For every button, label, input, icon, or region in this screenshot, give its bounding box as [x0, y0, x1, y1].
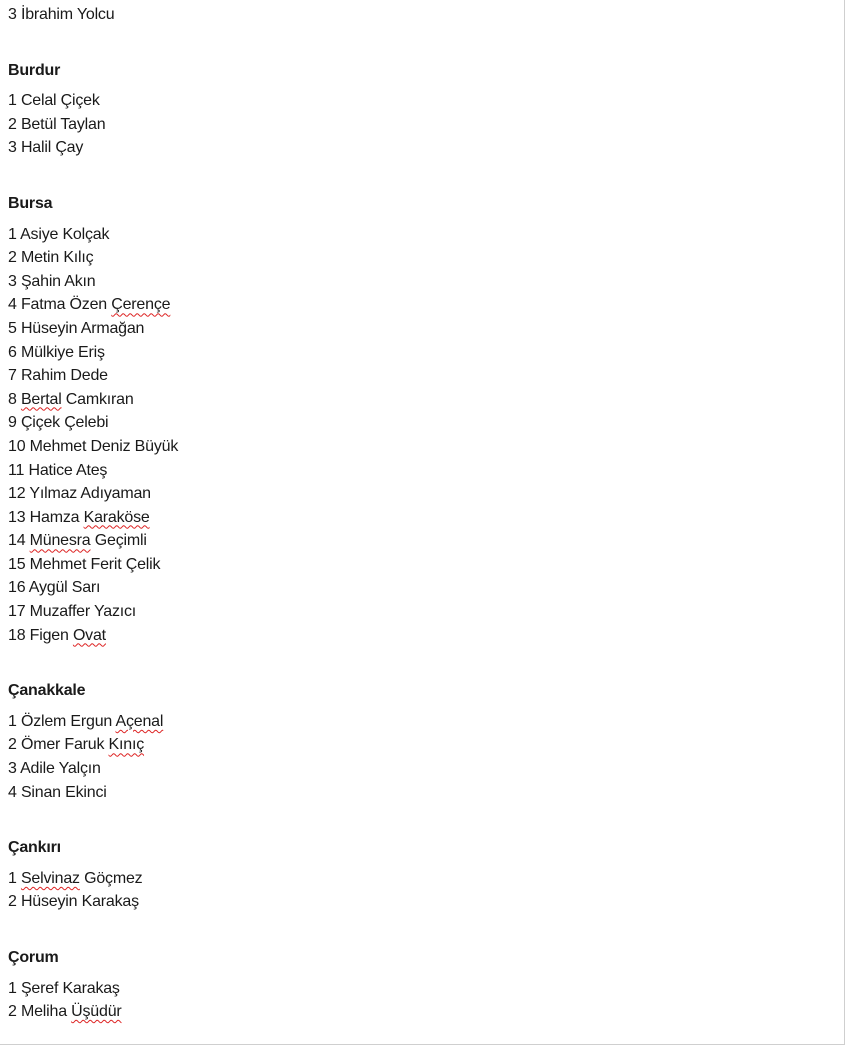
entry-number: 6	[8, 343, 17, 361]
entry-number: 1	[8, 869, 17, 887]
entry-name	[21, 870, 143, 887]
entry-name	[21, 249, 94, 266]
list-item	[8, 733, 828, 757]
entry-number: 15	[8, 555, 26, 573]
misspelled-word[interactable]: Selvinaz	[20, 869, 80, 887]
misspelled-word[interactable]: Münesra	[29, 532, 91, 550]
entry-name	[30, 532, 147, 549]
name-text: Göçmez	[79, 869, 143, 887]
entry-number: 1	[8, 225, 17, 243]
entry-number: 13	[8, 508, 26, 526]
name-text: Aygül Sarı	[28, 579, 101, 597]
intro-line	[8, 3, 828, 27]
name-text: Halil Çay	[20, 139, 84, 157]
list-item	[8, 506, 828, 530]
list-item	[8, 459, 828, 483]
entry-number: 1	[8, 712, 17, 730]
entry-number: 2	[8, 249, 17, 267]
list-item	[8, 624, 828, 648]
name-text: Hüseyin Karakaş	[20, 893, 139, 911]
name-text: Mülkiye Eriş	[20, 343, 105, 361]
entry-name	[28, 462, 107, 479]
entry-number: 3	[8, 272, 17, 290]
list-item	[8, 710, 828, 734]
entry-number: 2	[8, 736, 17, 754]
document-body	[8, 3, 828, 1024]
entry-name	[21, 273, 96, 290]
name-text: Yılmaz Adıyaman	[29, 485, 151, 503]
section-heading: Bursa	[8, 194, 53, 212]
list-item	[8, 136, 828, 160]
entry-number: 2	[8, 893, 17, 911]
entry-name	[29, 485, 151, 502]
section-heading: Çorum	[8, 949, 59, 966]
entry-number: 10	[8, 437, 26, 455]
entry-name	[20, 760, 101, 777]
list-item	[8, 576, 828, 600]
misspelled-word[interactable]: Çerençe	[111, 296, 171, 314]
name-text: Meliha	[20, 1003, 72, 1021]
entry-number: 18	[8, 626, 26, 644]
name-text: Hatice Ateş	[28, 461, 108, 479]
entry-number: 8	[8, 390, 17, 408]
name-text: Sinan Ekinci	[20, 783, 107, 801]
misspelled-word[interactable]: Bertal	[20, 390, 62, 408]
entry-number: 5	[8, 319, 17, 337]
entry-name	[21, 736, 144, 753]
entry-name	[21, 1003, 122, 1020]
entry-name	[21, 713, 163, 730]
misspelled-word[interactable]: Açenal	[115, 712, 164, 730]
section-heading: Çanakkale	[8, 682, 86, 700]
list-item	[8, 411, 828, 435]
entry-number: 4	[8, 296, 17, 314]
list-item	[8, 293, 828, 317]
entry-number: 16	[8, 579, 26, 597]
name-text: Mehmet Ferit Çelik	[29, 555, 161, 573]
misspelled-word[interactable]: Üşüdür	[71, 1003, 122, 1021]
entry-number: 1	[8, 979, 17, 997]
entry-number: 9	[8, 414, 17, 432]
section-heading: Burdur	[8, 61, 61, 79]
entry-name: İbrahim Yolcu	[20, 6, 115, 23]
name-text: Şahin Akın	[20, 272, 96, 290]
list-item	[8, 89, 828, 113]
list-item	[8, 388, 828, 412]
name-text: Adile Yalçın	[20, 760, 101, 778]
misspelled-word[interactable]: Karaköse	[83, 508, 150, 526]
list-item	[8, 757, 828, 781]
entry-name	[20, 226, 109, 243]
entry-name	[21, 139, 83, 156]
list-item	[8, 113, 828, 137]
entry-name	[21, 367, 108, 384]
name-text: Asiye Kolçak	[20, 225, 110, 243]
misspelled-word[interactable]: Kınıç	[108, 736, 145, 754]
entry-name	[21, 414, 108, 431]
list-item	[8, 867, 828, 891]
list-item	[8, 317, 828, 341]
name-text: Geçimli	[90, 532, 147, 550]
name-text: Şeref Karakaş	[20, 979, 120, 997]
name-text: Metin Kılıç	[20, 249, 94, 267]
name-text: Ömer Faruk	[20, 736, 109, 754]
name-text: Hüseyin Armağan	[20, 319, 145, 337]
entry-number: 11	[8, 461, 25, 479]
entry-name	[21, 980, 120, 997]
entry-number: 4	[8, 783, 17, 801]
entry-name	[21, 344, 105, 361]
entry-name	[21, 296, 170, 313]
list-item	[8, 977, 828, 1001]
name-text: Rahim Dede	[20, 367, 108, 385]
list-item	[8, 482, 828, 506]
entry-name	[30, 509, 150, 526]
name-text: Mehmet Deniz Büyük	[29, 437, 179, 455]
entry-name	[21, 116, 105, 133]
name-text: Çiçek Çelebi	[20, 414, 109, 432]
entry-number: 1	[8, 92, 17, 110]
list-item	[8, 553, 828, 577]
list-item	[8, 600, 828, 624]
name-text: Özlem Ergun	[20, 712, 116, 730]
list-item	[8, 435, 828, 459]
entry-name	[21, 391, 134, 408]
entry-number: 14	[8, 532, 26, 550]
list-item	[8, 529, 828, 553]
entry-number: 7	[8, 367, 17, 385]
entry-number: 12	[8, 485, 26, 503]
entry-name	[21, 893, 139, 910]
list-item	[8, 781, 828, 805]
entry-number: 17	[8, 603, 26, 621]
entry-number: 3	[8, 6, 17, 23]
list-item	[8, 246, 828, 270]
list-item	[8, 223, 828, 247]
entry-name	[21, 784, 107, 801]
entry-name	[30, 627, 106, 644]
entry-name	[30, 438, 178, 455]
misspelled-word[interactable]: Ovat	[72, 626, 106, 644]
section-heading: Çankırı	[8, 839, 61, 857]
name-text: Fatma Özen	[20, 296, 112, 314]
name-text: Hamza	[29, 508, 84, 526]
entry-number: 3	[8, 139, 17, 157]
list-item	[8, 890, 828, 914]
name-text: Celal Çiçek	[20, 92, 100, 110]
name-text: Camkıran	[61, 390, 134, 408]
list-item	[8, 270, 828, 294]
entry-name	[30, 603, 136, 620]
entry-name	[29, 579, 101, 596]
list-item	[8, 364, 828, 388]
name-text: Figen	[29, 626, 73, 644]
entry-number: 2	[8, 1003, 17, 1021]
name-text: Muzaffer Yazıcı	[29, 603, 137, 621]
entry-number: 2	[8, 115, 17, 133]
list-item	[8, 1000, 828, 1024]
entry-name	[21, 320, 144, 337]
name-text: Betül Taylan	[20, 115, 106, 133]
entry-name	[21, 92, 100, 109]
list-item	[8, 341, 828, 365]
entry-number: 3	[8, 760, 17, 778]
entry-name	[30, 556, 161, 573]
